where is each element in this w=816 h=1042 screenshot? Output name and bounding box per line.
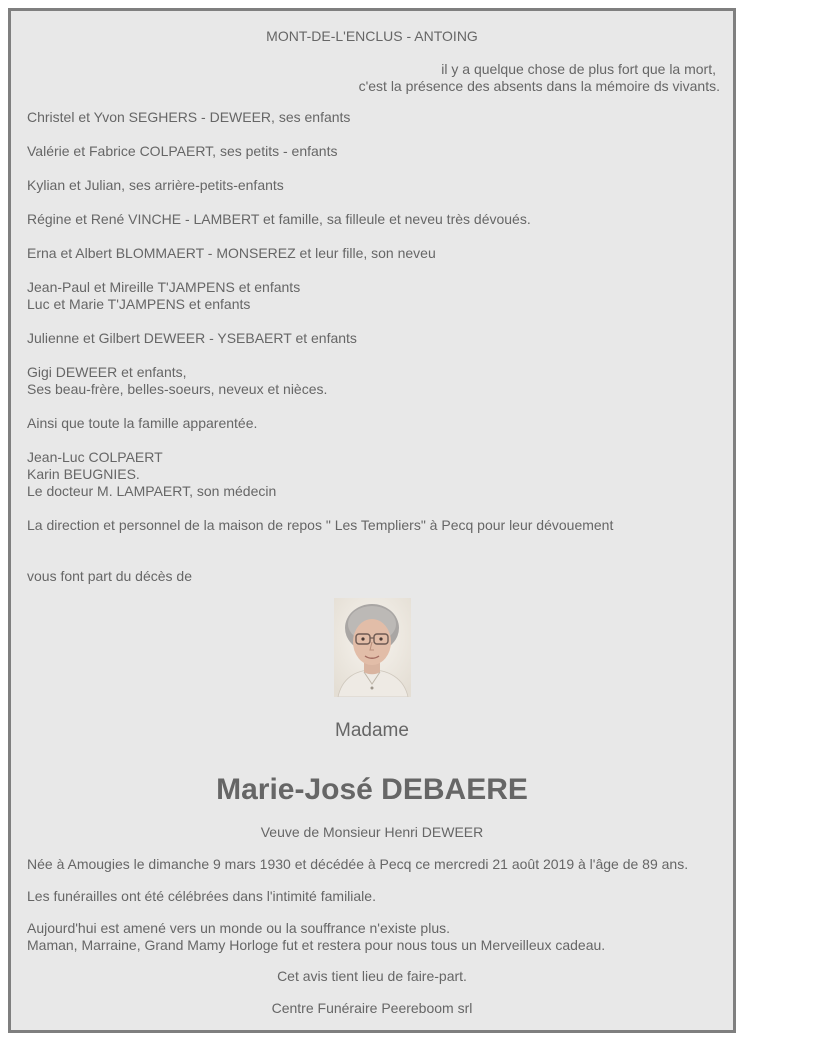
portrait-image: [334, 598, 411, 697]
family-gigi: Gigi DEWEER et enfants,: [27, 364, 187, 380]
funeral-info: Les funérailles ont été célébrées dans l'intimité familiale.: [27, 888, 376, 904]
tribute-line-1: Aujourd'hui est amené vers un monde ou la souffrance n'existe plus.: [27, 920, 451, 936]
family-tjampens-1: Jean-Paul et Mireille T'JAMPENS et enfants: [27, 279, 301, 295]
family-goddaughter: Régine et René VINCHE - LAMBERT et famille, sa filleule et neveu très dévoués.: [27, 211, 531, 227]
family-tjampens-2: Luc et Marie T'JAMPENS et enfants: [27, 296, 251, 312]
friend-2: Karin BEUGNIES.: [27, 466, 140, 482]
portrait-photo: [334, 598, 411, 697]
funeral-home: Centre Funéraire Peereboom srl: [271, 1000, 473, 1016]
notice: Cet avis tient lieu de faire-part.: [277, 968, 467, 984]
deceased-name: Marie-José DEBAERE: [216, 773, 528, 806]
tribute-line-2: Maman, Marraine, Grand Mamy Horloge fut et restera pour nous tous un Merveilleux cadeau.: [27, 937, 606, 953]
family-nephew: Erna et Albert BLOMMAERT - MONSEREZ et leur fille, son neveu: [27, 245, 436, 261]
announcement-intro: vous font part du décès de: [27, 568, 192, 584]
widow-of: Veuve de Monsieur Henri DEWEER: [260, 824, 484, 840]
birth-death-dates: Née à Amougies le dimanche 9 mars 1930 et décédée à Pecq ce mercredi 21 août 2019 à l'âge de 89 ans.: [27, 856, 689, 872]
care-home: La direction et personnel de la maison de repos " Les Templiers" à Pecq pour leur dévouement: [27, 517, 614, 533]
family-extended: Ainsi que toute la famille apparentée.: [27, 415, 258, 431]
family-children: Christel et Yvon SEGHERS - DEWEER, ses enfants: [27, 109, 351, 125]
family-great-grandchildren: Kylian et Julian, ses arrière-petits-enfants: [27, 177, 284, 193]
quote-line-1: il y a quelque chose de plus fort que la mort,: [441, 61, 716, 77]
quote-line-2: c'est la présence des absents dans la mémoire ds vivants.: [358, 78, 720, 94]
honorific: Madame: [335, 720, 409, 741]
obituary-card: [8, 8, 736, 1033]
friend-1: Jean-Luc COLPAERT: [27, 449, 163, 465]
location-header: MONT-DE-L'ENCLUS - ANTOING: [266, 28, 478, 44]
family-deweer-ysebaert: Julienne et Gilbert DEWEER - YSEBAERT et enfants: [27, 330, 357, 346]
family-in-laws: Ses beau-frère, belles-soeurs, neveux et nièces.: [27, 381, 328, 397]
doctor: Le docteur M. LAMPAERT, son médecin: [27, 483, 277, 499]
family-grandchildren: Valérie et Fabrice COLPAERT, ses petits - enfants: [27, 143, 338, 159]
